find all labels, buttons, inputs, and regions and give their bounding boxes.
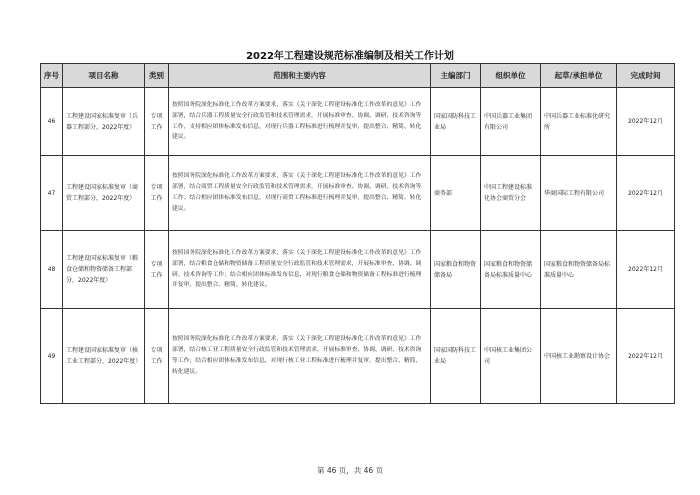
header-cell-name: 项目名称: [63, 64, 145, 88]
row-scope: 按照国务院深化标准化工作改革方案要求，落实《关于深化工程建设标准化工作改革的意见》工作部署，结合核工业工程质量安全行政监管和技术管理需求，开展标准审查、协调、调研、技术咨询等工作；结合相应团体标准发布信息，对现行核工业工程标准进行梳理并复审，提出整合、精简、转化建议。: [169, 309, 431, 404]
header-cell-dept: 主编部门: [431, 64, 481, 88]
table-row: [41, 88, 675, 156]
header-cell-no: 序号: [41, 64, 63, 88]
page-footer: 第 46 页，共 46 页: [316, 466, 384, 475]
table-row: [41, 309, 675, 404]
row-drafter: 华商国际工程有限公司: [541, 156, 617, 231]
row-time: 2022年12月: [617, 309, 675, 404]
row-project-name: 工程建设国家标准复审（商贸工程部分，2022年度）: [63, 156, 145, 231]
row-time: 2022年12月: [617, 156, 675, 231]
row-no: 49: [41, 309, 63, 404]
row-org: 中国兵器工业集团有限公司: [481, 88, 541, 156]
row-project-name: 工程建设国家标准复审（粮食仓储和物资储备工程部分，2022年度）: [63, 231, 145, 309]
row-type: 专项工作: [145, 88, 169, 156]
row-scope: 按照国务院深化标准化工作改革方案要求，落实《关于深化工程建设标准化工作改革的意见》工作部署，结合商贸工程质量安全行政监管和技术管理需求，开展标准审查、协调、调研、技术咨询等工作；结合相应团体标准发布信息，对现行商贸工程标准进行梳理并复审，提出整合、精简、转化建议。: [169, 156, 431, 231]
row-project-name: 工程建设国家标准复审（核工业工程部分，2022年度）: [63, 309, 145, 404]
row-dept: 国家国防科技工业局: [431, 309, 481, 404]
row-drafter: 国家粮食和物资储备局标准质量中心: [541, 231, 617, 309]
row-type: 专项工作: [145, 156, 169, 231]
row-time: 2022年12月: [617, 231, 675, 309]
header-cell-drafter: 起草/承担单位: [541, 64, 617, 88]
row-no: 48: [41, 231, 63, 309]
row-drafter: 中国核工业勘察设计协会: [541, 309, 617, 404]
row-time: 2022年12月: [617, 88, 675, 156]
row-drafter: 中国兵器工业标准化研究所: [541, 88, 617, 156]
row-org: 中国工程建设标准化协会商贸分会: [481, 156, 541, 231]
header-cell-scope: 范围和主要内容: [169, 64, 431, 88]
row-no: 46: [41, 88, 63, 156]
header-cell-time: 完成时间: [617, 64, 675, 88]
row-no: 47: [41, 156, 63, 231]
page-title: 2022年工程建设规范标准编制及相关工作计划: [246, 51, 454, 62]
row-dept: 国家粮食和物资储备局: [431, 231, 481, 309]
table-row: [41, 156, 675, 231]
header-cell-org: 组织单位: [481, 64, 541, 88]
table-header-row: [41, 64, 675, 88]
row-org: 国家粮食和物资储备局标准质量中心: [481, 231, 541, 309]
row-org: 中国核工业集团公司: [481, 309, 541, 404]
row-type: 专项工作: [145, 231, 169, 309]
row-scope: 按照国务院深化标准化工作改革方案要求，落实《关于深化工程建设标准化工作改革的意见》工作部署，结合兵器工程质量安全行政监管和技术管理需求，开展标准审查、协调、调研、技术咨询等工作，支持相应团体标准发布信息，对现行兵器工程标准进行梳理并复审，提出整合、精简、转化建议。: [169, 88, 431, 156]
table-row: [41, 231, 675, 309]
plan-table: [40, 63, 675, 404]
row-scope: 按照国务院深化标准化工作改革方案要求，落实《关于深化工程建设标准化工作改革的意见》工作部署，结合粮食仓储和物资储备工程质量安全行政监管和技术管理需求，开展标准审查、协调、调研、技术咨询等工作；结合相应团体标准发布信息，对现行粮食仓储和物资储备工程标准进行梳理并复审，提出整合、精简、转化建议。: [169, 231, 431, 309]
row-project-name: 工程建设国家标准复审（兵器工程部分，2022年度）: [63, 88, 145, 156]
header-cell-type: 类别: [145, 64, 169, 88]
row-dept: 商务部: [431, 156, 481, 231]
row-dept: 国家国防科技工业局: [431, 88, 481, 156]
row-type: 专项工作: [145, 309, 169, 404]
